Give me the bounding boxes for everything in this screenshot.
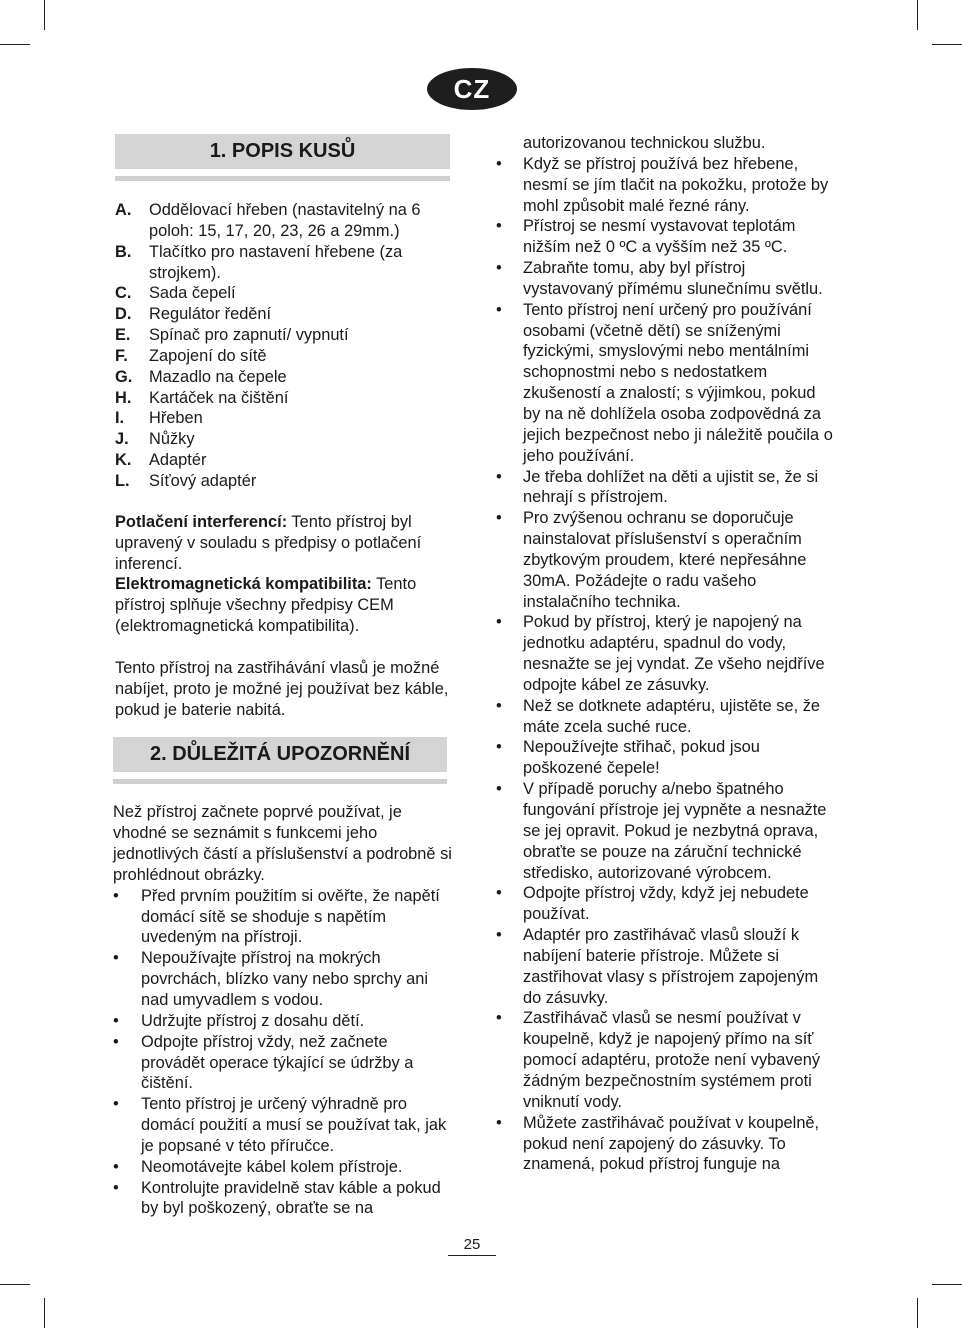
list-item [115, 450, 450, 471]
emc-text: Tento přístroj splňuje všechny předpisy CEM (elektromagnetická kompatibilita). [115, 575, 417, 636]
list-item [113, 1157, 450, 1178]
warning-text: Tento přístroj je určený výhradně pro domácí použití a musí se používat tak, jak je popsané v této příručce. [141, 1095, 447, 1155]
list-item [113, 1011, 450, 1032]
warning-text: Když se přístroj používá bez hřebene, nesmí se jím tlačit na pokožku, protože by mohl způsobit malé řezné rány. [523, 154, 829, 215]
continuation-text: autorizovanou technickou službu. [523, 134, 766, 152]
list-item [496, 1008, 836, 1112]
part-text: Sada čepelí [149, 284, 236, 303]
list-item [115, 346, 450, 367]
list-item [496, 300, 836, 467]
part-text: Hřeben [149, 409, 203, 428]
bullet-glyph: • [496, 217, 502, 236]
warning-text: Udržujte přístroj z dosahu dětí. [141, 1011, 365, 1030]
section-divider [115, 176, 450, 181]
bullet-glyph: • [496, 300, 502, 319]
section-heading-parts: 1. POPIS KUSŮ [115, 134, 450, 169]
section-heading-warnings: 2. DŮLEŽITÁ UPOZORNĚNÍ [113, 737, 447, 772]
part-text: Zapojení do sítě [149, 346, 267, 365]
left-column [115, 134, 450, 1219]
page-number: 25 [463, 1236, 481, 1253]
bullet-glyph: • [496, 613, 502, 632]
part-key: G. [115, 367, 133, 386]
part-text: Nůžky [149, 430, 195, 449]
crop-mark [917, 0, 918, 30]
bullet-glyph: • [113, 886, 119, 905]
part-key: L. [115, 471, 130, 490]
bullet-glyph: • [113, 1178, 119, 1197]
bullet-glyph: • [113, 1095, 119, 1114]
warning-text: Před prvním použitím si ověřte, že napětí domácí sítě se shoduje s napětím uvedeným na přístroji. [141, 886, 440, 947]
list-item [113, 948, 450, 1011]
list-item [496, 216, 836, 258]
part-text: Kartáček na čištění [149, 388, 289, 407]
warning-text: Můžete zastřihávač používat v koupelně, pokud není zapojený do zásuvky. To znamená, pokud přístroj funguje na [523, 1113, 820, 1174]
crop-mark [44, 0, 45, 30]
list-item [496, 779, 836, 883]
warning-text: Nepoužívajte přístroj na mokrých povrchách, blízko vany nebo sprchy ani nad umyvadlem s vodou. [141, 949, 428, 1009]
bullet-glyph: • [113, 1032, 119, 1051]
bullet-glyph: • [496, 259, 502, 278]
list-item [115, 388, 450, 409]
list-item [496, 883, 836, 925]
list-item [113, 1178, 450, 1220]
warning-text: Nepoužívejte střihač, pokud jsou poškozené čepele! [523, 738, 760, 778]
language-badge: CZ [427, 68, 517, 110]
part-key: C. [115, 284, 132, 303]
bullet-glyph: • [496, 467, 502, 486]
list-item [113, 1032, 450, 1095]
warning-text: Přístroj se nesmí vystavovat teplotám nižším než 0 ºC a vyšším než 35 ºC. [523, 217, 796, 257]
emc-paragraph [115, 574, 450, 637]
part-key: K. [115, 451, 132, 470]
list-item [496, 696, 836, 738]
cordless-paragraph: Tento přístroj na zastřihávání vlasů je možné nabíjet, proto je možné jej používat bez káble, pokud je baterie nabitá. [115, 658, 449, 719]
part-text: Spínač pro zapnutí/ vypnutí [149, 326, 349, 345]
part-text: Síťový adaptér [149, 471, 257, 490]
warning-text: Tento přístroj není určený pro používání osobami (včetně dětí) se sníženými fyzickými, smyslovými nebo mentálními schopnostmi nebo s nedostatkem zkušeností a znalostí; s výjimkou, pokud by na ně dohlížela osoba zodpovědná za jejich bezpečnost nebo ji náležitě poučila o jeho používání. [523, 300, 833, 465]
warning-text: Odpojte přístroj vždy, než začnete provádět operace týkající se údržby a čištění. [141, 1032, 414, 1093]
list-item [496, 612, 836, 695]
warning-text: Pokud by přístroj, který je napojený na jednotku adaptéru, spadnul do vody, nesnažte se jej vyndat. Ze všeho nejdříve odpojte kábel ze zásuvky. [523, 613, 825, 694]
part-key: B. [115, 242, 132, 261]
part-text: Mazadlo na čepele [149, 367, 287, 386]
warning-text: Než se dotknete adaptéru, ujistěte se, že máte zcela suché ruce. [523, 696, 821, 736]
warning-text: Kontrolujte pravidelně stav káble a pokud by byl poškozený, obraťte se na [141, 1178, 441, 1218]
warning-text: Je třeba dohlížet na děti a ujistit se, že si nehrají s přístrojem. [523, 467, 819, 507]
list-item [496, 154, 836, 217]
list-item [115, 325, 450, 346]
crop-mark [0, 1284, 30, 1285]
warning-text: V případě poruchy a/nebo špatného fungování přístroje jej vypněte a nesnažte se jej opravit. Pokud je nezbytná oprava, obraťte se pouze na záruční technické středisko, autorizované výrobcem. [523, 780, 827, 882]
crop-mark [44, 1298, 45, 1328]
list-item [115, 304, 450, 325]
part-text: Regulátor ředění [149, 305, 272, 324]
list-item [113, 1094, 450, 1157]
warning-text: Zastřihávač vlasů se nesmí používat v koupelně, když je napojený přímo na síť pomocí adaptéru, protože není vybavený žádným bezpečnostním systémem proti vniknutí vody. [523, 1009, 821, 1111]
page-number-rule [448, 1255, 496, 1256]
bullet-glyph: • [496, 926, 502, 945]
list-item [496, 1113, 836, 1176]
part-key: I. [115, 409, 125, 428]
bullet-glyph: • [496, 884, 502, 903]
right-column [496, 133, 836, 1175]
list-item [115, 200, 450, 242]
list-item [115, 408, 450, 429]
part-key: D. [115, 305, 132, 324]
warning-text: Odpojte přístroj vždy, když jej nebudete používat. [523, 884, 809, 924]
interference-paragraph [115, 512, 450, 575]
part-key: A. [115, 201, 132, 219]
list-item [496, 508, 836, 612]
parts-list [115, 200, 450, 492]
interference-text: Tento přístroj byl upravený v souladu s předpisy o potlačení inferencí. [115, 512, 422, 573]
bullet-glyph: • [496, 780, 502, 799]
warning-text: Zabraňte tomu, aby byl přístroj vystavovaný přímému slunečnímu světlu. [523, 259, 823, 298]
list-item [113, 886, 450, 949]
bullet-glyph: • [496, 738, 502, 757]
list-item [496, 925, 836, 1008]
bullet-glyph: • [113, 1011, 119, 1030]
part-text: Adaptér [149, 451, 207, 470]
interference-label: Potlačení interferencí: [115, 512, 288, 531]
warning-text: Pro zvýšenou ochranu se doporučuje nainstalovat příslušenství s operačním zbytkovým proudem, které nepřesáhne 30mA. Požádejte o radu vašeho instalačního technika. [523, 509, 807, 611]
crop-mark [932, 44, 962, 45]
list-item [496, 467, 836, 509]
part-text: Tlačítko pro nastavení hřebene (za strojkem). [149, 242, 403, 282]
bullet-glyph: • [496, 509, 502, 528]
section-divider [113, 779, 447, 784]
crop-mark [0, 44, 30, 45]
list-item [115, 471, 450, 492]
bullet-glyph: • [496, 154, 502, 173]
bullet-glyph: • [496, 1009, 502, 1028]
part-key: E. [115, 326, 131, 345]
warning-text: Adaptér pro zastřihávač vlasů slouží k nabíjení baterie přístroje. Můžete si zastřihovat vlasy s přístrojem zapojeným do zásuvky. [523, 926, 819, 1007]
bullet-glyph: • [496, 1113, 502, 1132]
list-item [496, 737, 836, 779]
warning-text: Neomotávejte kábel kolem přístroje. [141, 1157, 403, 1176]
list-item [115, 283, 450, 304]
list-item [115, 367, 450, 388]
list-item [496, 258, 836, 300]
part-key: F. [115, 346, 128, 365]
part-text: Oddělovací hřeben (nastavitelný na 6 poloh: 15, 17, 20, 23, 26 a 29mm.) [149, 201, 421, 240]
crop-mark [917, 1298, 918, 1328]
part-key: H. [115, 388, 132, 407]
list-item [115, 242, 450, 284]
warnings-intro: Než přístroj začnete poprvé používat, je vhodné se seznámit s funkcemi jeho jednotlivých částí a příslušenství a podrobně si prohlédnout obrázky. [113, 803, 452, 884]
bullet-glyph: • [113, 949, 119, 968]
bullet-glyph: • [496, 696, 502, 715]
part-key: J. [115, 430, 129, 449]
emc-label: Elektromagnetická kompatibilita: [115, 575, 372, 594]
bullet-glyph: • [113, 1157, 119, 1176]
list-item [115, 429, 450, 450]
crop-mark [932, 1284, 962, 1285]
warnings-list-right [496, 154, 836, 1175]
warnings-list-left [113, 886, 450, 1220]
